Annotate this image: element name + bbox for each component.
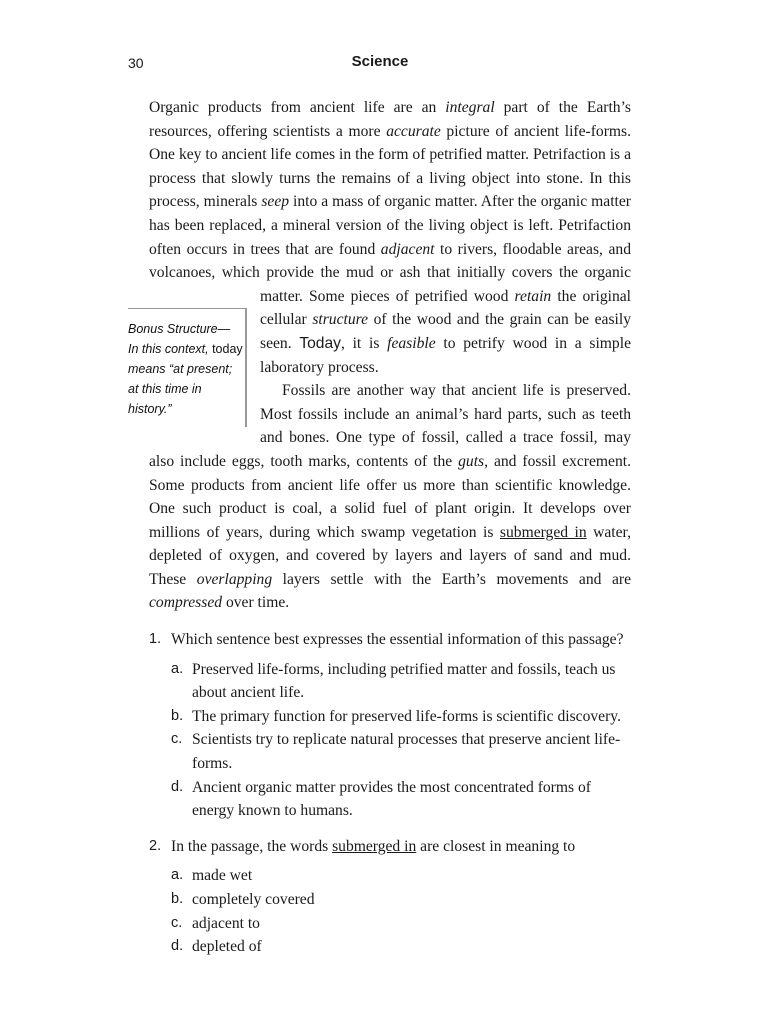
vocab-word: retain — [514, 287, 552, 305]
passage-text: to petrify wood in a simple laboratory process. — [260, 334, 631, 376]
answer-options — [171, 658, 633, 823]
vocab-word: adjacent — [380, 240, 435, 258]
passage-text: Organic products from ancient life are an — [149, 99, 446, 116]
sidebar-gutter — [149, 289, 260, 437]
answer-options — [171, 864, 633, 958]
option-text: completely covered — [192, 890, 315, 908]
passage-text: to rivers, floodable areas, and volcanoes, which provide the mud or ash that initially covers the organic matter. Some pieces of petrified wood — [149, 240, 631, 305]
passage-text: picture of ancient life-forms. One key to ancient life comes in the form of petrified matter. Petrifaction is a process that slowly turns the remains of a living object into stone. In this process, minerals — [149, 122, 631, 211]
answer-option[interactable] — [171, 888, 633, 912]
question-text: are closest in meaning to — [416, 837, 576, 855]
option-text: made wet — [192, 867, 253, 885]
passage-text: over time. — [222, 594, 290, 612]
page-header — [0, 52, 768, 76]
passage-text: into a mass of organic matter. After the organic matter has been replaced, a mineral version of the living object is left. Petrifaction often occurs in trees that are found — [149, 193, 631, 258]
option-letter: d. — [171, 778, 184, 795]
option-letter: b. — [171, 890, 184, 907]
vocab-word: structure — [312, 311, 369, 329]
option-letter: c. — [171, 914, 183, 931]
vocab-word: accurate — [386, 122, 441, 140]
question-text: In the passage, the words — [171, 837, 333, 855]
sidebar-text-a: In this context, — [128, 342, 213, 356]
page-number: 30 — [128, 55, 144, 71]
question-number: 1. — [149, 631, 162, 647]
option-text: adjacent to — [192, 914, 260, 932]
option-text: Ancient organic matter provides the most concentrated forms of energy known to humans. — [192, 778, 591, 820]
passage-paragraph-1 — [149, 96, 631, 379]
question-list — [149, 628, 633, 971]
question-text: Which sentence best expresses the essential information of this passage? — [171, 631, 624, 648]
reading-passage — [149, 96, 631, 615]
vocab-word: overlapping — [196, 570, 273, 588]
answer-option[interactable] — [171, 728, 633, 775]
running-head: Science — [351, 53, 409, 70]
passage-text: the original cellular — [260, 287, 631, 329]
option-text: Preserved life-forms, including petrified matter and fossils, teach us about ancient life. — [192, 660, 616, 702]
bonus-word: Today — [299, 334, 341, 352]
underlined-term: submerged in — [499, 523, 587, 541]
passage-text: and fossil excrement. Some products from ancient life offer us more than scientific knowledge. One such product is coal, a solid fuel of plant origin. It develops over millions of years, during which swamp vegetation is — [149, 452, 631, 541]
answer-option[interactable] — [171, 935, 633, 959]
option-letter: d. — [171, 938, 184, 955]
question-2 — [149, 835, 633, 959]
passage-text: Fossils are another way that ancient life is preserved. Most fossils include an animal’s hard parts, such as teeth and bones. One type of fossil, called a trace fossil, may also include eggs, tooth marks, contents of the — [149, 382, 631, 470]
answer-option[interactable] — [171, 658, 633, 705]
sidebar-title: Bonus Structure— — [128, 322, 231, 336]
answer-option[interactable] — [171, 864, 633, 888]
option-text: Scientists try to replicate natural processes that preserve ancient life-forms. — [192, 731, 621, 772]
question-number: 2. — [149, 837, 162, 854]
option-text: depleted of — [192, 938, 262, 956]
answer-option[interactable] — [171, 912, 633, 936]
vocab-word: compressed — [149, 594, 223, 612]
passage-text: part of the Earth’s resources, offering scientists a more — [149, 99, 631, 140]
passage-text: layers settle with the Earth’s movements and are — [272, 570, 631, 588]
option-letter: a. — [171, 660, 184, 677]
passage-text: water, depleted of oxygen, and covered by layers and layers of sand and mud. These — [149, 523, 631, 588]
passage-text: , it is — [340, 334, 388, 352]
sidebar-term: today — [212, 342, 243, 356]
vocab-word: guts, — [458, 452, 489, 470]
question-1 — [149, 628, 633, 823]
answer-option[interactable] — [171, 776, 633, 823]
option-letter: c. — [171, 731, 183, 748]
sidebar-text-b: means “at present; at this time in history.” — [128, 362, 233, 416]
option-text: The primary function for preserved life-forms is scientific discovery. — [192, 707, 621, 725]
answer-option[interactable] — [171, 705, 633, 729]
vocab-word: feasible — [387, 334, 436, 352]
vocab-word: integral — [445, 99, 495, 116]
option-letter: b. — [171, 707, 184, 724]
underlined-term: submerged in — [332, 837, 417, 855]
passage-text: of the wood and the grain can be easily seen. — [260, 311, 631, 352]
vocab-word: seep — [261, 193, 290, 211]
option-letter: a. — [171, 867, 184, 884]
